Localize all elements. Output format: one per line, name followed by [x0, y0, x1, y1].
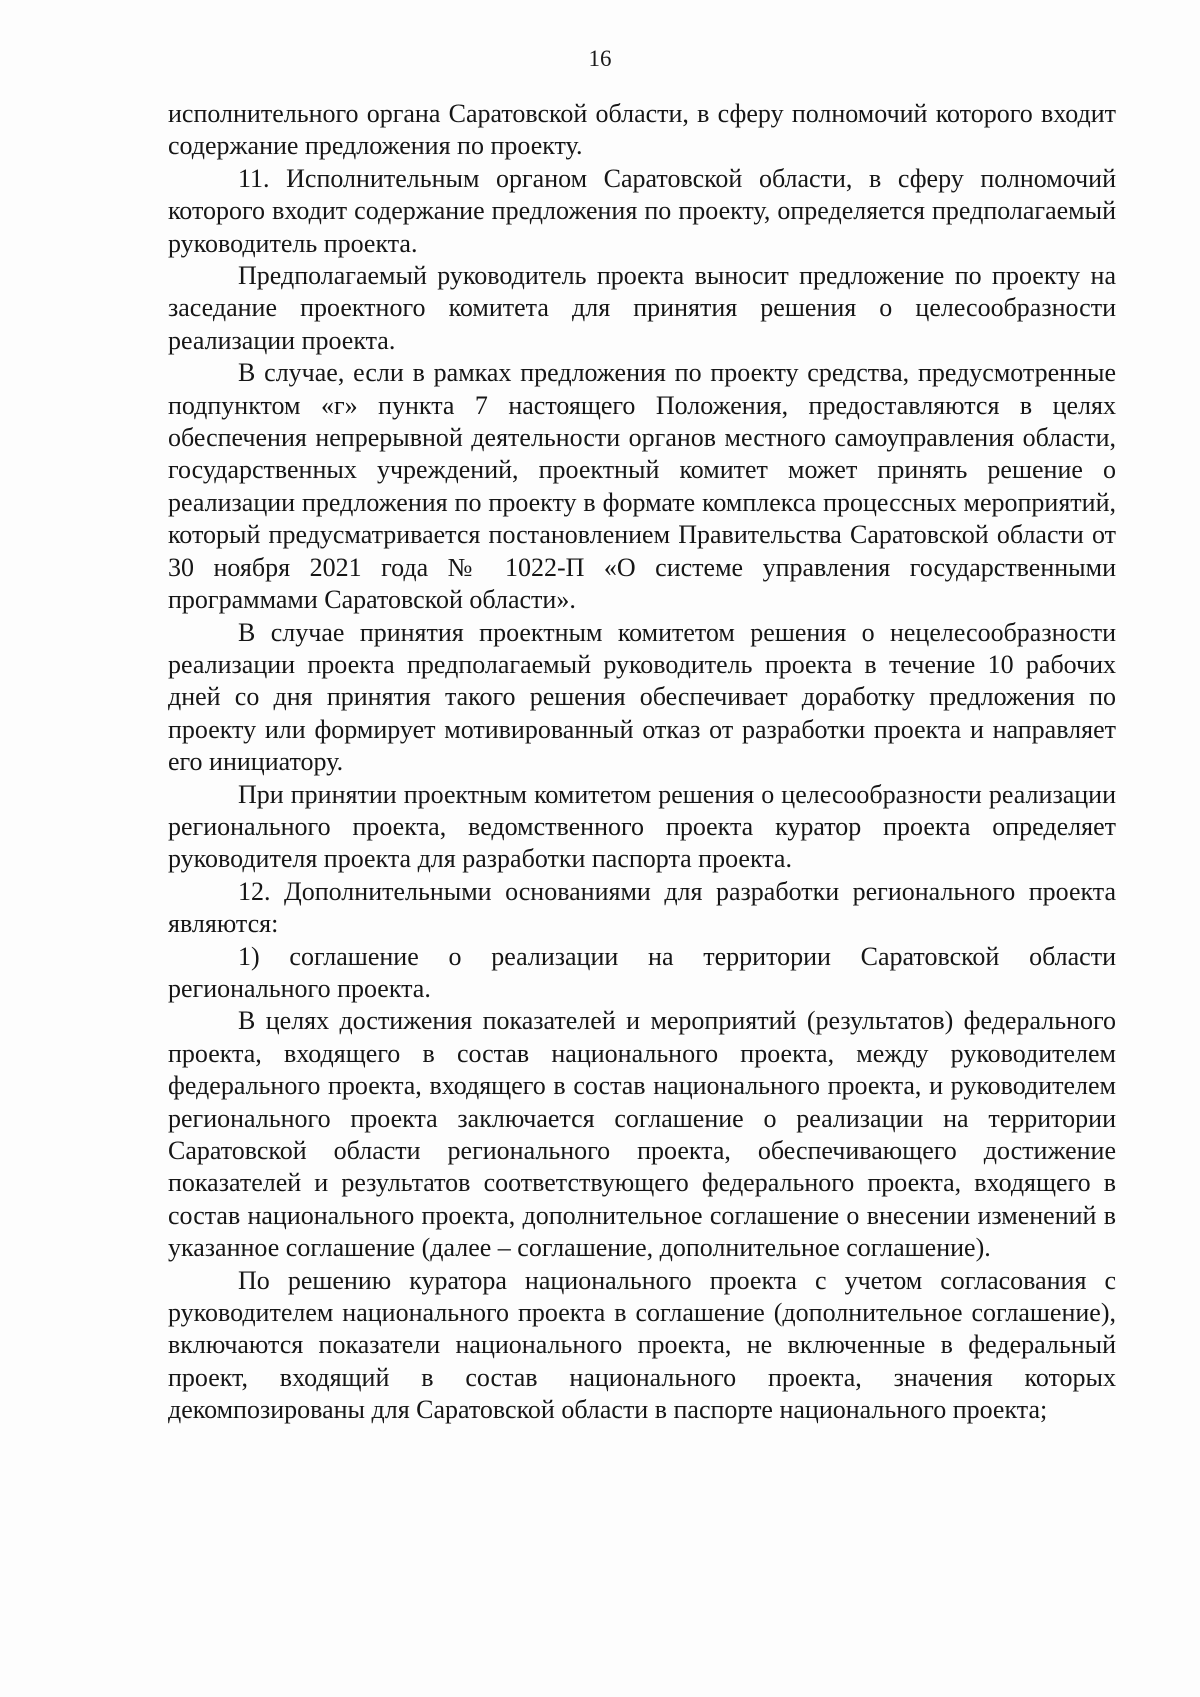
paragraph-item-11: 11. Исполнительным органом Саратовской области, в сферу полномочий которого входит содержание предложения по проекту, определяется предполагаемый руководитель проекта.: [168, 163, 1116, 258]
paragraph-continuation: исполнительного органа Саратовской области, в сферу полномочий которого входит содержание предложения по проекту.: [168, 99, 1116, 161]
paragraph: В случае принятия проектным комитетом решения о нецелесообразности реализации проекта предполагаемый руководитель проекта в течение 10 рабочих дней со дня принятия такого решения обеспечивает доработку предложения по проекту или формирует мотивированный отказ от разработки проекта и направляет его инициатору.: [168, 617, 1116, 777]
paragraph: По решению куратора национального проекта с учетом согласования с руководителем национального проекта в соглашение (дополнительное соглашение), включаются показатели национального проекта, не включенные в федеральный проект, входящий в состав национального проекта, значения которых декомпозированы для Саратовской области в паспорте национального проекта;: [168, 1265, 1116, 1425]
paragraph: При принятии проектным комитетом решения о целесообразности реализации регионального проекта, ведомственного проекта куратор проекта определяет руководителя проекта для разработки паспорта проекта.: [168, 779, 1116, 874]
paragraph: В случае, если в рамках предложения по проекту средства, предусмотренные подпунктом «г» пункта 7 настоящего Положения, предоставляются в целях обеспечения непрерывной деятельности органов местного самоуправления области, государственных учреждений, проектный комитет может принять решение о реализации предложения по проекту в формате комплекса процессных мероприятий, который предусматривается постановлением Правительства Саратовской области от 30 ноября 2021 года № 1022-П «О системе управления государственными программами Саратовской области».: [168, 358, 1116, 615]
document-body: [168, 98, 1116, 1427]
page-number: 16: [588, 46, 612, 71]
paragraph-item-12: 12. Дополнительными основаниями для разработки регионального проекта являются:: [168, 876, 1116, 939]
paragraph: В целях достижения показателей и мероприятий (результатов) федерального проекта, входящего в состав национального проекта, между руководителем федерального проекта, входящего в состав национального проекта, и руководителем регионального проекта заключается соглашение о реализации на территории Саратовской области регионального проекта, обеспечивающего достижение показателей и результатов соответствующего федерального проекта, входящего в состав национального проекта, дополнительное соглашение о внесении изменений в указанное соглашение (далее – соглашение, дополнительное соглашение).: [168, 1006, 1116, 1263]
paragraph-subitem-1: 1) соглашение о реализации на территории Саратовской области регионального проекта.: [168, 941, 1116, 1003]
paragraph: Предполагаемый руководитель проекта выносит предложение по проекту на заседание проектного комитета для принятия решения о целесообразности реализации проекта.: [168, 261, 1116, 355]
